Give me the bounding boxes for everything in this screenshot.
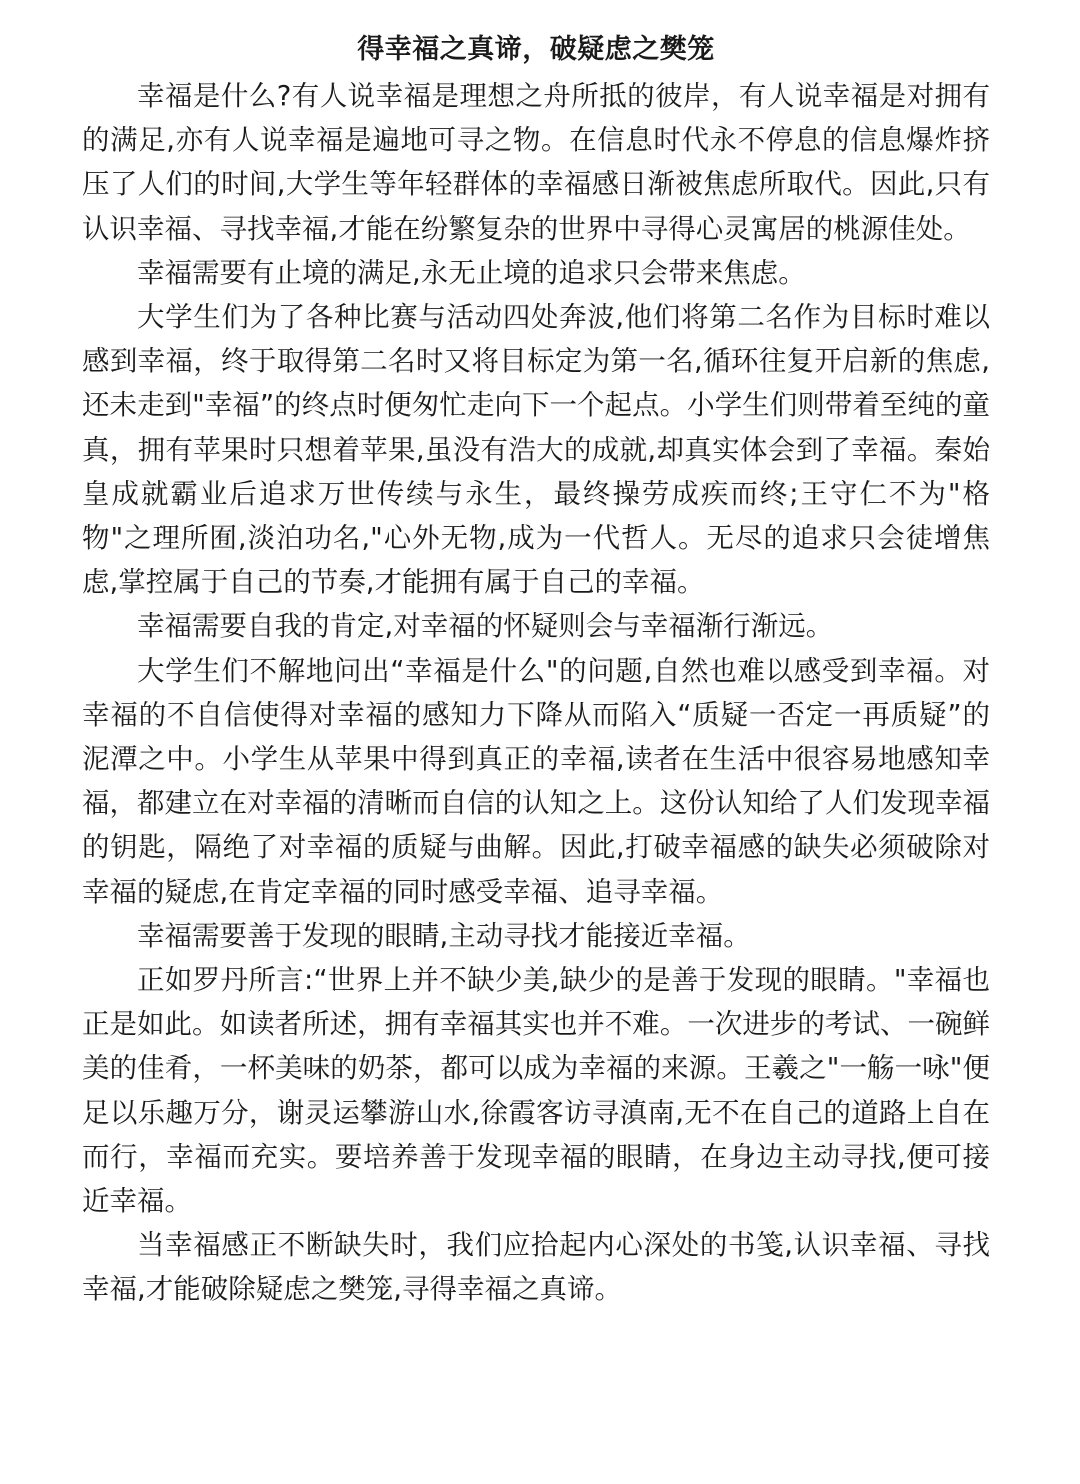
paragraph-body-2: 大学生们不解地问出“幸福是什么"的问题,自然也难以感受到幸福。对幸福的不自信使得对幸福的感知力下降从而陷入“质疑一否定一再质疑”的泥潭之中。小学生从苹果中得到真正的幸福,读者在生活中很容易地感知幸福，都建立在对幸福的清晰而自信的认知之上。这份认知给了人们发现幸福的钥匙，隔绝了对幸福的质疑与曲解。因此,打破幸福感的缺失必须破除对幸福的疑虑,在肯定幸福的同时感受幸福、追寻幸福。 xyxy=(82,654,990,908)
essay-title: 得幸福之真谛，破疑虑之樊笼 xyxy=(357,34,715,65)
paragraph-thesis-3: 幸福需要善于发现的眼睛,主动寻找才能接近幸福。 xyxy=(137,919,751,952)
paragraph-conclusion: 当幸福感正不断缺失时，我们应拾起内心深处的书笺,认识幸福、寻找幸福,才能破除疑虑之樊笼,寻得幸福之真谛。 xyxy=(82,1229,990,1306)
paragraph-thesis-2: 幸福需要自我的肯定,对幸福的怀疑则会与幸福渐行渐远。 xyxy=(137,610,834,643)
paragraph-intro: 幸福是什么?有人说幸福是理想之舟所抵的彼岸，有人说幸福是对拥有的满足,亦有人说幸福是遍地可寻之物。在信息时代永不停息的信息爆炸挤压了人们的时间,大学生等年轻群体的幸福感日渐被焦虑所取代。因此,只有认识幸福、寻找幸福,才能在纷繁复杂的世界中寻得心灵寓居的桃源佳处。 xyxy=(82,80,990,245)
paragraph-thesis-1: 幸福需要有止境的满足,永无止境的追求只会带来焦虑。 xyxy=(137,256,806,289)
paragraph-body-3: 正如罗丹所言:“世界上并不缺少美,缺少的是善于发现的眼睛。"幸福也正是如此。如读者所述，拥有幸福其实也并不难。一次进步的考试、一碗鲜美的佳肴，一杯美味的奶茶，都可以成为幸福的来源。王羲之"一觞一咏"便足以乐趣万分，谢灵运攀游山水,徐霞客访寻滇南,无不在自己的道路上自在而行，幸福而充实。要培养善于发现幸福的眼睛，在身边主动寻找,便可接近幸福。 xyxy=(82,964,990,1218)
paragraph-body-1: 大学生们为了各种比赛与活动四处奔波,他们将第二名作为目标时难以感到幸福，终于取得第二名时又将目标定为第一名,循环往复开启新的焦虑,还未走到"幸福”的终点时便匆忙走向下一个起点。小学生们则带着至纯的童真，拥有苹果时只想着苹果,虽没有浩大的成就,却真实体会到了幸福。秦始皇成就霸业后追求万世传续与永生，最终操劳成疾而终;王守仁不为"格物"之理所囿,淡泊功名,"心外无物,成为一代哲人。无尽的追求只会徒增焦虑,掌控属于自己的节奏,才能拥有属于自己的幸福。 xyxy=(82,301,990,599)
